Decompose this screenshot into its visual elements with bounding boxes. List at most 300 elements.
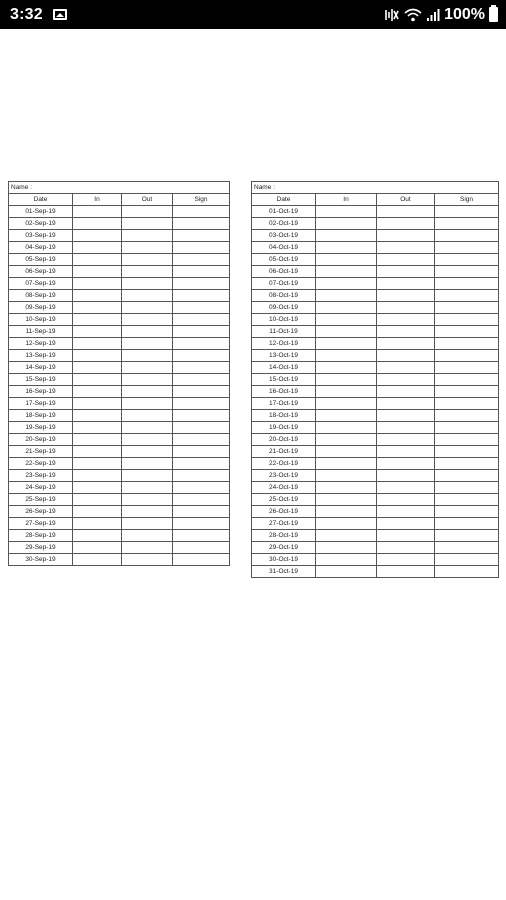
table-row (252, 554, 499, 566)
table-row (9, 482, 230, 494)
out-cell (377, 422, 435, 434)
date-cell: 23-Oct-19 (252, 470, 316, 482)
sign-cell (435, 422, 499, 434)
out-cell (122, 458, 173, 470)
in-cell (316, 434, 377, 446)
table-row (9, 206, 230, 218)
table-row (252, 242, 499, 254)
table-row (9, 242, 230, 254)
date-cell: 07-Oct-19 (252, 278, 316, 290)
in-cell (73, 542, 122, 554)
in-cell (316, 350, 377, 362)
out-cell (377, 434, 435, 446)
table-row (252, 206, 499, 218)
name-row (252, 182, 499, 194)
in-cell (316, 530, 377, 542)
date-cell: 27-Oct-19 (252, 518, 316, 530)
table-row (252, 314, 499, 326)
sign-cell (173, 350, 230, 362)
out-cell (122, 206, 173, 218)
out-cell (377, 266, 435, 278)
in-cell (316, 386, 377, 398)
in-cell (73, 314, 122, 326)
sign-cell (435, 506, 499, 518)
table-row (9, 506, 230, 518)
table-row (9, 362, 230, 374)
sign-cell (173, 410, 230, 422)
in-cell (73, 458, 122, 470)
date-cell: 28-Oct-19 (252, 530, 316, 542)
sign-cell (173, 254, 230, 266)
sign-cell (435, 218, 499, 230)
table-row (9, 470, 230, 482)
table-row (252, 410, 499, 422)
sign-cell (435, 206, 499, 218)
in-cell (73, 206, 122, 218)
sign-cell (173, 338, 230, 350)
out-cell (377, 518, 435, 530)
in-cell (316, 278, 377, 290)
out-cell (122, 362, 173, 374)
date-cell: 08-Oct-19 (252, 290, 316, 302)
sign-cell (435, 362, 499, 374)
in-cell (316, 326, 377, 338)
sign-cell (173, 482, 230, 494)
out-cell (377, 458, 435, 470)
sign-cell (173, 542, 230, 554)
status-time: 3:32 (10, 5, 43, 23)
date-cell: 30-Sep-19 (9, 554, 73, 566)
sign-cell (173, 290, 230, 302)
table-row (252, 566, 499, 578)
sign-cell (173, 206, 230, 218)
out-cell (377, 218, 435, 230)
sign-cell (435, 386, 499, 398)
out-cell (122, 410, 173, 422)
in-cell (316, 422, 377, 434)
out-cell (377, 290, 435, 302)
in-cell (73, 434, 122, 446)
date-cell: 21-Oct-19 (252, 446, 316, 458)
sign-cell (173, 386, 230, 398)
sign-cell (435, 242, 499, 254)
in-cell (73, 218, 122, 230)
date-cell: 02-Sep-19 (9, 218, 73, 230)
table-row (252, 374, 499, 386)
attendance-sheet-october (251, 181, 499, 578)
sign-cell (173, 230, 230, 242)
sign-cell (435, 398, 499, 410)
sign-cell (173, 494, 230, 506)
out-cell (122, 530, 173, 542)
sign-cell (173, 374, 230, 386)
date-cell: 13-Sep-19 (9, 350, 73, 362)
table-row (9, 434, 230, 446)
column-header-out: Out (377, 194, 435, 206)
date-cell: 31-Oct-19 (252, 566, 316, 578)
out-cell (377, 338, 435, 350)
date-cell: 14-Oct-19 (252, 362, 316, 374)
in-cell (316, 458, 377, 470)
mute-icon (384, 8, 400, 22)
signal-icon (426, 8, 440, 22)
in-cell (73, 470, 122, 482)
column-header-in: In (73, 194, 122, 206)
sign-cell (173, 302, 230, 314)
in-cell (73, 266, 122, 278)
date-cell: 13-Oct-19 (252, 350, 316, 362)
date-cell: 05-Oct-19 (252, 254, 316, 266)
out-cell (122, 554, 173, 566)
table-row (252, 278, 499, 290)
date-cell: 30-Oct-19 (252, 554, 316, 566)
date-cell: 09-Oct-19 (252, 302, 316, 314)
header-row (252, 194, 499, 206)
sign-cell (435, 230, 499, 242)
table-row (9, 314, 230, 326)
out-cell (122, 518, 173, 530)
in-cell (316, 266, 377, 278)
wifi-icon (404, 8, 422, 22)
battery-icon (489, 7, 498, 22)
table-row (9, 410, 230, 422)
table-row (252, 290, 499, 302)
date-cell: 27-Sep-19 (9, 518, 73, 530)
out-cell (122, 302, 173, 314)
table-row (9, 350, 230, 362)
date-cell: 12-Oct-19 (252, 338, 316, 350)
out-cell (122, 350, 173, 362)
sign-cell (435, 518, 499, 530)
sign-cell (173, 470, 230, 482)
date-cell: 18-Oct-19 (252, 410, 316, 422)
in-cell (73, 290, 122, 302)
table-row (9, 278, 230, 290)
name-label: Name : (9, 182, 230, 194)
in-cell (316, 242, 377, 254)
sign-cell (173, 398, 230, 410)
sign-cell (173, 422, 230, 434)
date-cell: 08-Sep-19 (9, 290, 73, 302)
column-header-out: Out (122, 194, 173, 206)
out-cell (122, 482, 173, 494)
table-row (9, 218, 230, 230)
out-cell (122, 230, 173, 242)
name-row (9, 182, 230, 194)
in-cell (73, 518, 122, 530)
sign-cell (435, 278, 499, 290)
sign-cell (435, 254, 499, 266)
table-row (252, 422, 499, 434)
sign-cell (173, 446, 230, 458)
sign-cell (435, 542, 499, 554)
status-icons (384, 6, 498, 24)
date-cell: 04-Oct-19 (252, 242, 316, 254)
sign-cell (173, 326, 230, 338)
sign-cell (435, 566, 499, 578)
in-cell (316, 362, 377, 374)
date-cell: 03-Oct-19 (252, 230, 316, 242)
table-row (9, 518, 230, 530)
out-cell (377, 350, 435, 362)
out-cell (122, 422, 173, 434)
table-row (9, 230, 230, 242)
out-cell (122, 470, 173, 482)
date-cell: 04-Sep-19 (9, 242, 73, 254)
table-row (252, 518, 499, 530)
in-cell (316, 206, 377, 218)
table-row (252, 386, 499, 398)
date-cell: 17-Sep-19 (9, 398, 73, 410)
table-row (252, 530, 499, 542)
table-row (252, 254, 499, 266)
table-row (252, 494, 499, 506)
sign-cell (173, 506, 230, 518)
date-cell: 23-Sep-19 (9, 470, 73, 482)
table-row (252, 302, 499, 314)
date-cell: 19-Sep-19 (9, 422, 73, 434)
out-cell (377, 398, 435, 410)
column-header-date: Date (9, 194, 73, 206)
sign-cell (435, 494, 499, 506)
table-row (252, 362, 499, 374)
in-cell (73, 338, 122, 350)
out-cell (122, 374, 173, 386)
table-row (252, 230, 499, 242)
sign-cell (173, 278, 230, 290)
in-cell (316, 554, 377, 566)
in-cell (73, 362, 122, 374)
sign-cell (435, 446, 499, 458)
table-row (252, 338, 499, 350)
sign-cell (435, 434, 499, 446)
out-cell (122, 266, 173, 278)
table-row (9, 458, 230, 470)
sign-cell (173, 242, 230, 254)
column-header-sign: Sign (435, 194, 499, 206)
in-cell (73, 278, 122, 290)
table-row (252, 542, 499, 554)
out-cell (377, 506, 435, 518)
sign-cell (435, 302, 499, 314)
out-cell (122, 398, 173, 410)
out-cell (122, 542, 173, 554)
out-cell (122, 494, 173, 506)
table-row (252, 482, 499, 494)
in-cell (316, 398, 377, 410)
in-cell (73, 242, 122, 254)
date-cell: 06-Sep-19 (9, 266, 73, 278)
table-row (252, 218, 499, 230)
in-cell (73, 494, 122, 506)
sign-cell (435, 266, 499, 278)
table-row (9, 338, 230, 350)
date-cell: 21-Sep-19 (9, 446, 73, 458)
date-cell: 15-Oct-19 (252, 374, 316, 386)
out-cell (377, 494, 435, 506)
sign-cell (435, 410, 499, 422)
in-cell (316, 542, 377, 554)
table-row (9, 326, 230, 338)
in-cell (316, 338, 377, 350)
in-cell (316, 290, 377, 302)
in-cell (316, 218, 377, 230)
out-cell (122, 326, 173, 338)
date-cell: 20-Sep-19 (9, 434, 73, 446)
in-cell (316, 314, 377, 326)
date-cell: 10-Oct-19 (252, 314, 316, 326)
table-row (9, 422, 230, 434)
out-cell (377, 326, 435, 338)
table-row (252, 350, 499, 362)
sign-cell (173, 314, 230, 326)
in-cell (73, 302, 122, 314)
table-row (9, 530, 230, 542)
date-cell: 17-Oct-19 (252, 398, 316, 410)
sign-cell (173, 218, 230, 230)
out-cell (122, 290, 173, 302)
table-row (9, 542, 230, 554)
sign-cell (435, 458, 499, 470)
out-cell (377, 374, 435, 386)
in-cell (316, 254, 377, 266)
in-cell (316, 566, 377, 578)
in-cell (316, 470, 377, 482)
table-row (252, 446, 499, 458)
out-cell (377, 242, 435, 254)
sign-cell (173, 518, 230, 530)
sign-cell (435, 338, 499, 350)
table-row (252, 434, 499, 446)
out-cell (122, 386, 173, 398)
table-row (9, 398, 230, 410)
out-cell (377, 482, 435, 494)
in-cell (316, 494, 377, 506)
in-cell (316, 230, 377, 242)
table-row (252, 326, 499, 338)
out-cell (377, 410, 435, 422)
status-bar (0, 0, 506, 29)
sign-cell (173, 554, 230, 566)
out-cell (377, 314, 435, 326)
out-cell (377, 542, 435, 554)
date-cell: 05-Sep-19 (9, 254, 73, 266)
in-cell (73, 326, 122, 338)
table-row (9, 494, 230, 506)
column-header-in: In (316, 194, 377, 206)
in-cell (73, 530, 122, 542)
in-cell (316, 374, 377, 386)
sign-cell (173, 362, 230, 374)
table-row (9, 302, 230, 314)
table-row (9, 290, 230, 302)
in-cell (316, 410, 377, 422)
sign-cell (173, 266, 230, 278)
in-cell (73, 230, 122, 242)
date-cell: 06-Oct-19 (252, 266, 316, 278)
date-cell: 22-Sep-19 (9, 458, 73, 470)
date-cell: 16-Sep-19 (9, 386, 73, 398)
in-cell (316, 506, 377, 518)
date-cell: 24-Oct-19 (252, 482, 316, 494)
column-header-sign: Sign (173, 194, 230, 206)
in-cell (73, 506, 122, 518)
out-cell (377, 302, 435, 314)
attendance-sheet-september (8, 181, 230, 566)
column-header-date: Date (252, 194, 316, 206)
date-cell: 10-Sep-19 (9, 314, 73, 326)
date-cell: 29-Oct-19 (252, 542, 316, 554)
out-cell (377, 470, 435, 482)
in-cell (316, 302, 377, 314)
out-cell (377, 278, 435, 290)
image-icon (53, 9, 67, 20)
out-cell (377, 362, 435, 374)
in-cell (73, 422, 122, 434)
sign-cell (435, 374, 499, 386)
sign-cell (173, 458, 230, 470)
date-cell: 12-Sep-19 (9, 338, 73, 350)
out-cell (122, 446, 173, 458)
out-cell (122, 338, 173, 350)
date-cell: 07-Sep-19 (9, 278, 73, 290)
date-cell: 26-Sep-19 (9, 506, 73, 518)
sign-cell (435, 470, 499, 482)
date-cell: 25-Sep-19 (9, 494, 73, 506)
date-cell: 26-Oct-19 (252, 506, 316, 518)
table-row (9, 266, 230, 278)
date-cell: 09-Sep-19 (9, 302, 73, 314)
table-row (9, 386, 230, 398)
in-cell (316, 482, 377, 494)
in-cell (73, 398, 122, 410)
out-cell (122, 314, 173, 326)
date-cell: 18-Sep-19 (9, 410, 73, 422)
name-label: Name : (252, 182, 499, 194)
table-row (9, 374, 230, 386)
out-cell (122, 506, 173, 518)
in-cell (73, 482, 122, 494)
out-cell (122, 434, 173, 446)
table-row (252, 506, 499, 518)
in-cell (73, 446, 122, 458)
sign-cell (435, 350, 499, 362)
date-cell: 28-Sep-19 (9, 530, 73, 542)
out-cell (377, 206, 435, 218)
in-cell (73, 374, 122, 386)
date-cell: 24-Sep-19 (9, 482, 73, 494)
table-row (252, 398, 499, 410)
date-cell: 01-Sep-19 (9, 206, 73, 218)
out-cell (377, 254, 435, 266)
in-cell (73, 350, 122, 362)
sign-cell (435, 314, 499, 326)
out-cell (122, 218, 173, 230)
in-cell (73, 254, 122, 266)
date-cell: 02-Oct-19 (252, 218, 316, 230)
date-cell: 19-Oct-19 (252, 422, 316, 434)
date-cell: 22-Oct-19 (252, 458, 316, 470)
date-cell: 03-Sep-19 (9, 230, 73, 242)
date-cell: 16-Oct-19 (252, 386, 316, 398)
out-cell (122, 242, 173, 254)
out-cell (377, 446, 435, 458)
out-cell (122, 278, 173, 290)
date-cell: 14-Sep-19 (9, 362, 73, 374)
out-cell (377, 230, 435, 242)
in-cell (73, 410, 122, 422)
in-cell (316, 446, 377, 458)
